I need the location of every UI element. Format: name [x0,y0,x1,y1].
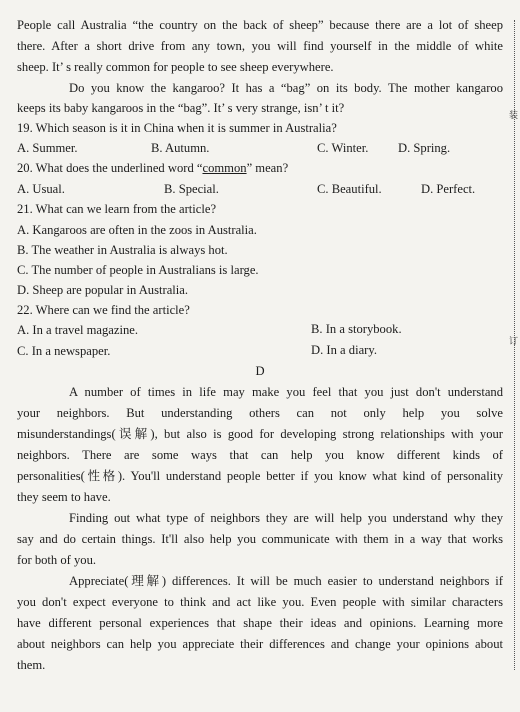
q20-option-c: C. Beautiful. [317,182,382,196]
q20-underlined-word: common [202,161,247,175]
q22-option-a: A. In a travel magazine. [17,323,138,337]
q22-stem: 22. Where can we find the article? [17,303,190,317]
q20-stem-prefix: 20. What does the underlined word “ [17,161,203,175]
q21-option-b: B. The weather in Australia is always hot. [17,243,228,257]
q19-stem: 19. Which season is it in China when it is summer in Australia? [17,121,337,135]
q21-option-a: A. Kangaroos are often in the zoos in Australia. [17,223,257,237]
passage-c-line-2: there. After a short drive from any town, you will find yourself in the middle of white [17,39,503,53]
passage-d-line-3: misunderstandings(误解), but also is good for developing strong relationships with your [17,427,503,441]
q21-option-c: C. The number of people in Australians is large. [17,263,259,277]
q20-option-d: D. Perfect. [421,182,476,196]
q20-stem [17,159,503,177]
passage-d-line-5: personalities(性格). You'll understand people better if you know what kind of personality [17,469,503,483]
q22-option-d: D. In a diary. [311,343,377,357]
passage-c-line-5: keeps its baby kangaroos in the “bag”. It’ s very strange, isn’ t it? [17,101,345,115]
q20-option-b: B. Special. [164,182,219,196]
passage-d-line-10: Appreciate(理解) differences. It will be much easier to understand neighbors if [69,574,503,588]
q20-stem-suffix: ” mean? [246,161,289,175]
passage-c-line-3: sheep. It’ s really common for people to see sheep everywhere. [17,60,334,74]
q21-stem: 21. What can we learn from the article? [17,202,217,216]
passage-d-line-11: you don't expect everyone to think and act like you. Even people with similar characters [17,595,503,609]
passage-c-line-4: Do you know the kangaroo? It has a “bag” on its body. The mother kangaroo [69,81,503,95]
passage-d-line-2: your neighbors. But understanding others can not only help you solve [17,406,503,420]
q22-option-c: C. In a newspaper. [17,344,111,358]
passage-d-heading: D [255,364,265,378]
passage-d-line-13: about neighbors can help you appreciate their differences and change your opinions about [17,637,503,651]
passage-d-line-7: Finding out what type of neighbors they are will help you understand why they [69,511,503,525]
q22-option-b: B. In a storybook. [311,322,402,336]
passage-d-line-12: have different personal experiences that shape their ideas and opinions. Learning more [17,616,503,630]
q19-option-c: C. Winter. [317,141,369,155]
q19-option-b: B. Autumn. [151,141,210,155]
binding-mark-top: 装 [509,110,519,120]
passage-d-line-4: neighbors. There are some ways that can help you know different kinds of [17,448,503,462]
passage-c-line-1: People call Australia “the country on the back of sheep” because there are a lot of sheep [17,18,503,32]
passage-d-line-14: them. [17,658,46,672]
q21-option-d: D. Sheep are popular in Australia. [17,283,189,297]
q19-option-d: D. Spring. [398,141,451,155]
passage-d-line-9: for both of you. [17,553,97,567]
passage-d-line-8: say and do certain things. It'll also help you communicate with them in a way that works [17,532,503,546]
q19-option-a: A. Summer. [17,141,78,155]
q20-option-a: A. Usual. [17,182,65,196]
passage-d-line-6: they seem to have. [17,490,111,504]
passage-d-line-1: A number of times in life may make you feel that you just don't understand [69,385,503,399]
binding-mark-middle: 订 [509,336,519,346]
